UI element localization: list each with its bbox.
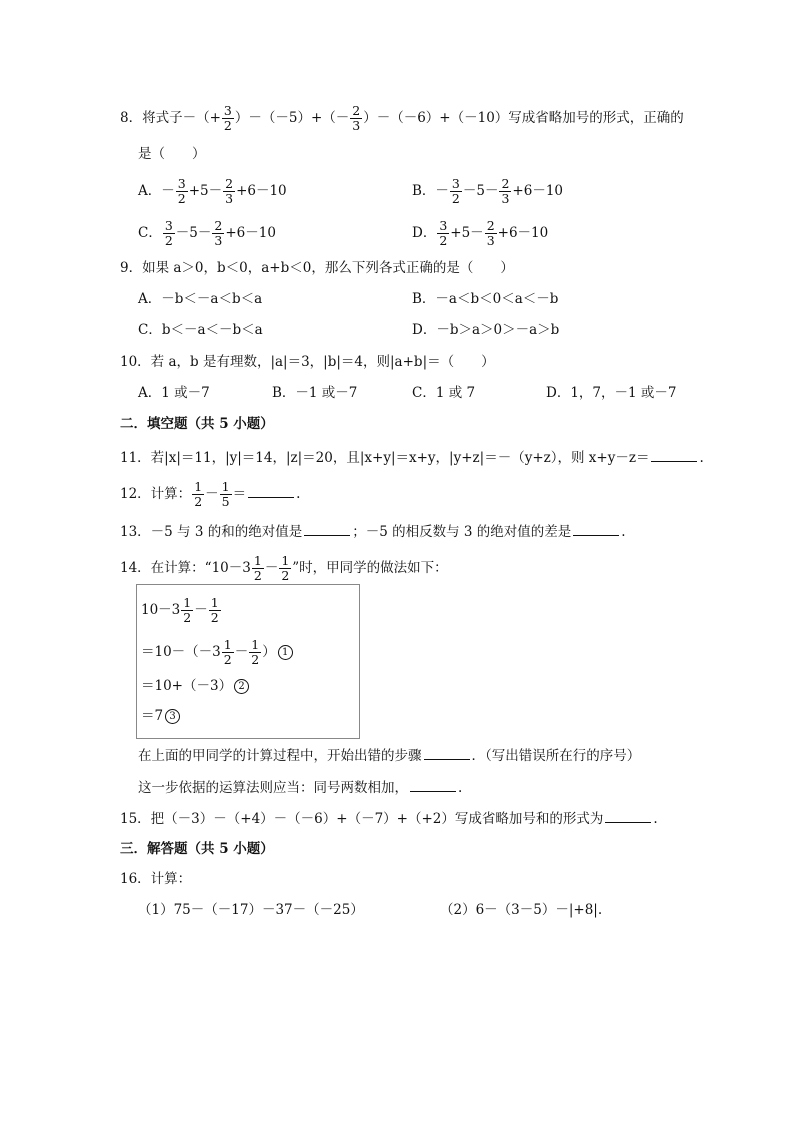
fraction: $\frac{2}{3}$ (225, 176, 234, 206)
q8-stem-line2: 是（ ） (138, 146, 206, 162)
answer-blank (304, 521, 350, 536)
answer-blank (410, 777, 456, 792)
fraction: $\frac{3}{2}$ (177, 176, 186, 206)
fraction: $\frac{1}{2}$ (223, 637, 232, 667)
fraction: $\frac{1}{2}$ (210, 595, 219, 625)
q10-option-d: D．1，7，－1 或－7 (546, 385, 677, 401)
q14-question-1: 在上面的甲同学的计算过程中，开始出错的步骤 ．（写出错误所在行的序号） (138, 745, 640, 765)
answer-blank (248, 483, 294, 498)
q8-option-d: D． $\frac{3}{2}$ +5－ $\frac{2}{3}$ +6－10 (412, 218, 549, 248)
q8-option-a: A．－ $\frac{3}{2}$ +5－ $\frac{2}{3}$ +6－10 (138, 176, 287, 206)
fraction: $\frac{3}{2}$ (164, 218, 173, 248)
q15: 15．把（－3）－（+4）－（－6）+（－7）+（+2）写成省略加号和的形式为 . (120, 808, 658, 828)
q9-option-c: C．b＜－a＜－b＜a (138, 322, 263, 338)
q9-option-d: D．－b＞a＞0＞－a＞b (412, 322, 560, 338)
circled-number: 2 (234, 679, 249, 694)
answer-blank (651, 447, 697, 462)
box-line-1: 10－3 $\frac{1}{2}$ － $\frac{1}{2}$ (141, 595, 219, 625)
q10-stem: 10．若 a，b 是有理数，|a|＝3，|b|＝4，则|a+b|＝（ ） (120, 354, 495, 370)
fraction: $\frac{1}{2}$ (253, 553, 262, 583)
q11: 11．若|x|＝11，|y|＝14，|z|＝20，且|x+y|＝x+y，|y+z|＝－（y+z），则 x+y－z＝ . (120, 447, 704, 467)
q8-option-c: C． $\frac{3}{2}$ －5－ $\frac{2}{3}$ +6－10 (138, 218, 276, 248)
q8-stem: 8．将式子－（+ $\frac{3}{2}$ ）－（－5）+（－ $\frac{2}{3}$ ）－（－6）+（－10）写成省略加号的形式，正确的 (120, 103, 684, 133)
box-line-4: ＝7 3 (141, 707, 180, 725)
q14-stem: 14．在计算：“10－3 $\frac{1}{2}$ － $\frac{1}{2}$ ”时，甲同学的做法如下： (120, 553, 448, 583)
q14-question-2: 这一步依据的运算法则应当：同号两数相加， . (138, 777, 462, 797)
q12: 12．计算： $\frac{1}{2}$ － $\frac{1}{5}$ ＝ . (120, 479, 301, 509)
section-title: 三．解答题（共 5 小题） (120, 841, 274, 857)
fraction: $\frac{1}{2}$ (183, 595, 192, 625)
q16-part-2: （2）6－（3－5）－|+8|. (440, 902, 603, 918)
fraction: $\frac{2}{3}$ (352, 103, 361, 133)
fraction: $\frac{3}{2}$ (223, 103, 232, 133)
fraction: $\frac{3}{2}$ (451, 176, 460, 206)
answer-blank (605, 808, 651, 823)
q9-stem: 9．如果 a＞0，b＜0，a+b＜0，那么下列各式正确的是（ ） (120, 260, 514, 276)
q16-stem: 16．计算： (120, 871, 192, 887)
fraction: $\frac{1}{2}$ (194, 479, 203, 509)
q10-option-b: B．－1 或－7 (272, 385, 358, 401)
fraction: $\frac{1}{2}$ (281, 553, 290, 583)
answer-blank (424, 745, 470, 760)
section-title: 二．填空题（共 5 小题） (120, 416, 274, 432)
answer-blank (573, 521, 619, 536)
fraction: $\frac{1}{5}$ (221, 479, 230, 509)
q9-option-a: A．－b＜－a＜b＜a (138, 291, 263, 307)
q10-option-a: A．1 或－7 (138, 385, 210, 401)
fraction: $\frac{1}{2}$ (251, 637, 260, 667)
q13: 13．－5 与 3 的和的绝对值是 ；－5 的相反数与 3 的绝对值的差是 . (120, 521, 626, 541)
fraction: $\frac{2}{3}$ (486, 218, 495, 248)
box-line-3: ＝10+（－3） 2 (141, 677, 249, 695)
q10-option-c: C．1 或 7 (412, 385, 476, 401)
circled-number: 3 (165, 709, 180, 724)
q9-option-b: B．－a＜b＜0＜a＜－b (412, 291, 559, 307)
fraction: $\frac{2}{3}$ (214, 218, 223, 248)
circled-number: 1 (278, 645, 293, 660)
q16-part-1: （1）75－（－17）－37－（－25） (138, 902, 364, 918)
fraction: $\frac{2}{3}$ (501, 176, 510, 206)
fraction: $\frac{3}{2}$ (439, 218, 448, 248)
q8-option-b: B．－ $\frac{3}{2}$ －5－ $\frac{2}{3}$ +6－10 (412, 176, 564, 206)
box-line-2: ＝10－（－3 $\frac{1}{2}$ － $\frac{1}{2}$ ） 1 (141, 638, 293, 667)
